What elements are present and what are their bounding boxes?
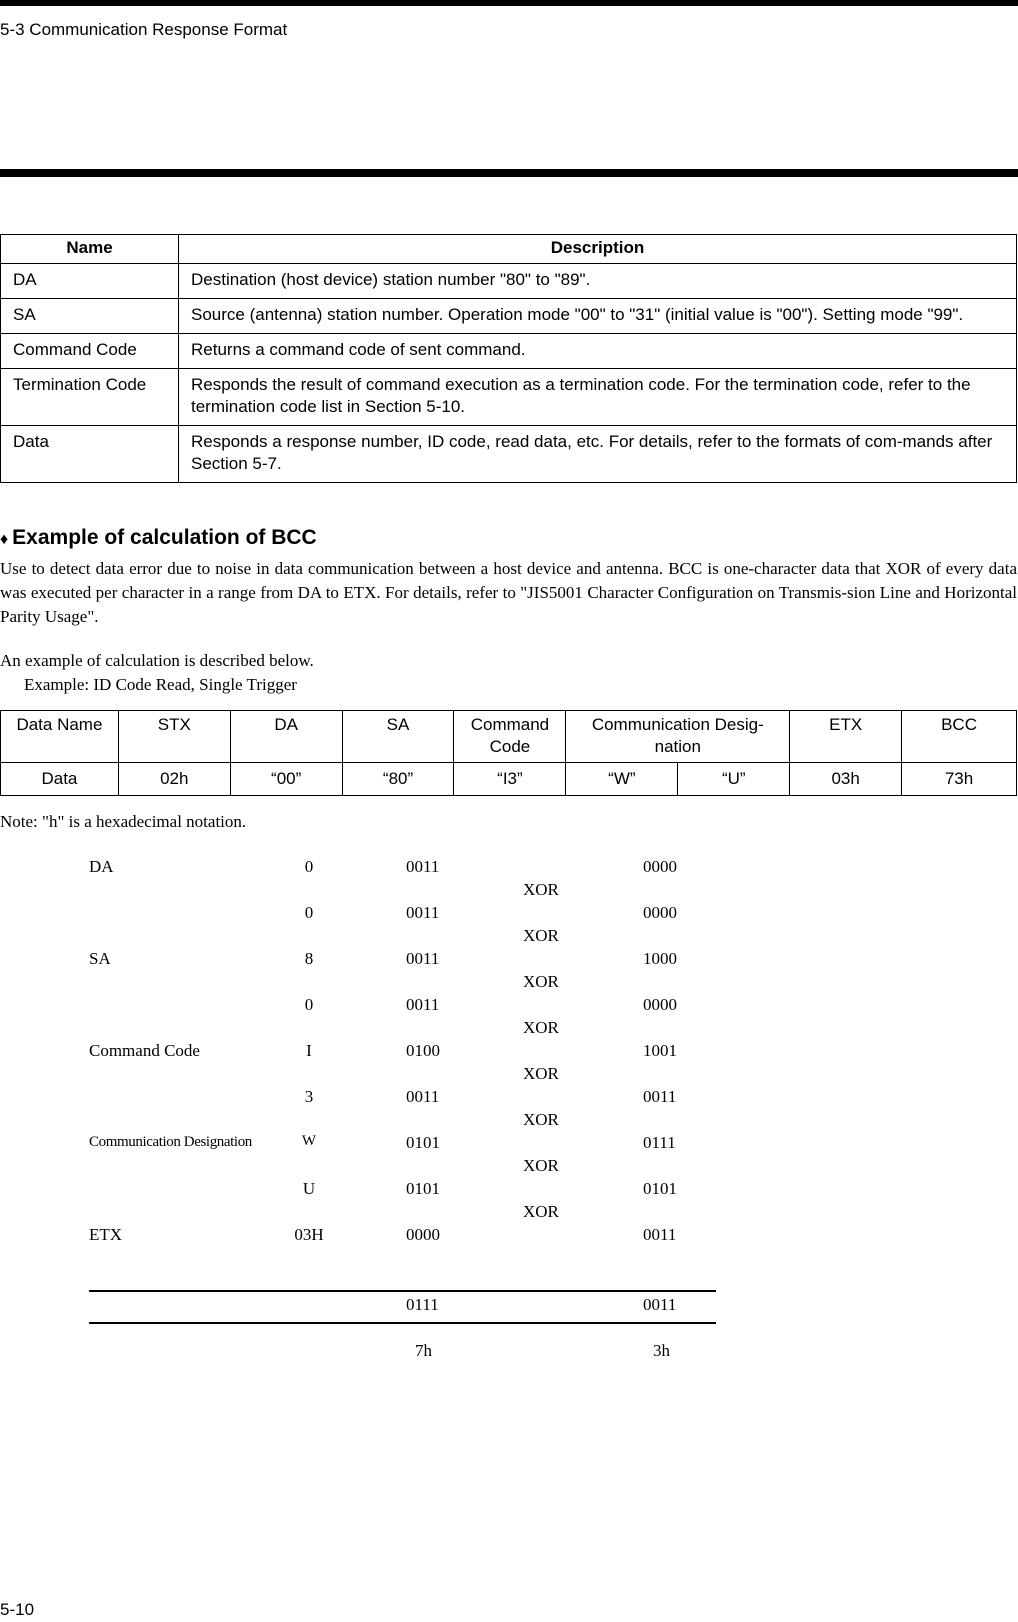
xor-operator: XOR (523, 880, 559, 899)
xor-operator: XOR (523, 972, 559, 991)
calc-label: DA (89, 857, 114, 876)
frame-header-cell: ETX (790, 711, 902, 763)
field-name: Termination Code (1, 369, 179, 426)
result-high-hex: 7h (415, 1341, 432, 1360)
table-row (1, 426, 1017, 483)
bcc-heading: ♦ Example of calculation of BCC (0, 526, 317, 549)
bcc-description-paragraph: Use to detect data error due to noise in data communication between a host device and antenna. BCC is one-character data that XOR of every data was executed per character in a range from DA to ETX. For details, refer to "JIS5001 Character Configuration on Transmis-sion Line and Horizontal Parity Usage". (0, 559, 1017, 626)
frame-value-cell: 73h (902, 763, 1017, 796)
section-title: 5-3 Communication Response Format (0, 20, 288, 39)
frame-header-cell: Command Code (454, 711, 566, 763)
frame-value-cell: 02h (118, 763, 230, 796)
calc-char: W (301, 1133, 317, 1149)
field-description: Destination (host device) station number "80" to "89". (179, 264, 1017, 299)
calc-low-nibble: 0011 (643, 1087, 677, 1106)
table-header-row (1, 235, 1017, 264)
frame-example-table (0, 710, 1017, 796)
frame-header-cell: SA (342, 711, 454, 763)
calc-char: 0 (304, 857, 314, 876)
calc-high-nibble: 0011 (406, 1087, 440, 1106)
frame-value-cell: “00” (230, 763, 342, 796)
frame-header-cell: Communication Desig-nation (566, 711, 790, 763)
frame-value-cell: “I3” (454, 763, 566, 796)
frame-value-cell: Data (1, 763, 119, 796)
example-intro: An example of calculation is described below. (0, 651, 314, 670)
calc-label: Command Code (89, 1041, 200, 1060)
xor-operator: XOR (523, 1110, 559, 1129)
calc-high-nibble: 0011 (406, 857, 440, 876)
calc-low-nibble: 1001 (643, 1041, 677, 1060)
field-name: Command Code (1, 334, 179, 369)
result-divider-bottom (89, 1322, 716, 1324)
calc-label: Communication Designation (89, 1134, 252, 1150)
diamond-bullet-icon: ♦ (0, 531, 9, 548)
table-row (1, 299, 1017, 334)
table-row (1, 369, 1017, 426)
calc-label: ETX (89, 1225, 123, 1244)
field-name: SA (1, 299, 179, 334)
frame-header-row (1, 711, 1017, 763)
calc-high-nibble: 0011 (406, 995, 440, 1014)
calc-char: 0 (304, 903, 314, 922)
calc-high-nibble: 0000 (406, 1225, 440, 1244)
result-low-nibble: 0011 (643, 1295, 677, 1314)
xor-operator: XOR (523, 1064, 559, 1083)
column-header-description: Description (179, 235, 1017, 264)
frame-value-cell: “W” (566, 763, 678, 796)
example-label: Example: ID Code Read, Single Trigger (24, 675, 297, 694)
field-name: Data (1, 426, 179, 483)
frame-header-cell: Data Name (1, 711, 119, 763)
frame-header-cell: DA (230, 711, 342, 763)
field-description: Responds a response number, ID code, read data, etc. For details, refer to the formats of com-mands after Section 5-7. (179, 426, 1017, 483)
calc-low-nibble: 0111 (643, 1133, 676, 1152)
column-header-name: Name (1, 235, 179, 264)
page-number: 5-10 (0, 1600, 35, 1619)
xor-operator: XOR (523, 926, 559, 945)
field-description-table (0, 234, 1017, 483)
header-rule (0, 169, 1018, 177)
calc-char: U (302, 1179, 316, 1198)
frame-value-cell: 03h (790, 763, 902, 796)
calc-char: 0 (304, 995, 314, 1014)
result-high-nibble: 0111 (406, 1295, 439, 1314)
xor-operator: XOR (523, 1156, 559, 1175)
xor-operator: XOR (523, 1202, 559, 1221)
frame-header-cell: BCC (902, 711, 1017, 763)
field-name: DA (1, 264, 179, 299)
table-row (1, 264, 1017, 299)
calc-low-nibble: 0011 (643, 1225, 677, 1244)
calc-high-nibble: 0101 (406, 1133, 440, 1152)
calc-low-nibble: 0000 (643, 903, 677, 922)
calc-high-nibble: 0011 (406, 949, 440, 968)
calc-high-nibble: 0011 (406, 903, 440, 922)
calc-char: I (306, 1041, 312, 1060)
hex-note: Note: "h" is a hexadecimal notation. (0, 812, 247, 831)
frame-values-row (1, 763, 1017, 796)
xor-operator: XOR (523, 1018, 559, 1037)
calc-low-nibble: 1000 (643, 949, 677, 968)
result-divider-top (89, 1290, 716, 1292)
calc-label: SA (89, 949, 111, 968)
result-low-hex: 3h (653, 1341, 670, 1360)
calc-low-nibble: 0101 (643, 1179, 677, 1198)
table-row (1, 334, 1017, 369)
frame-value-cell: “U” (678, 763, 790, 796)
calc-high-nibble: 0100 (406, 1041, 440, 1060)
calc-low-nibble: 0000 (643, 995, 677, 1014)
frame-value-cell: “80” (342, 763, 454, 796)
frame-header-cell: STX (118, 711, 230, 763)
top-rule (0, 0, 1018, 6)
calc-char: 3 (304, 1087, 314, 1106)
field-description: Returns a command code of sent command. (179, 334, 1017, 369)
calc-char: 03H (294, 1225, 324, 1244)
field-description: Source (antenna) station number. Operation mode "00" to "31" (initial value is "00"). Setting mode "99". (179, 299, 1017, 334)
calc-low-nibble: 0000 (643, 857, 677, 876)
field-description: Responds the result of command execution as a termination code. For the termination code, refer to the termination code list in Section 5-10. (179, 369, 1017, 426)
calc-char: 8 (304, 949, 314, 968)
calc-high-nibble: 0101 (406, 1179, 440, 1198)
